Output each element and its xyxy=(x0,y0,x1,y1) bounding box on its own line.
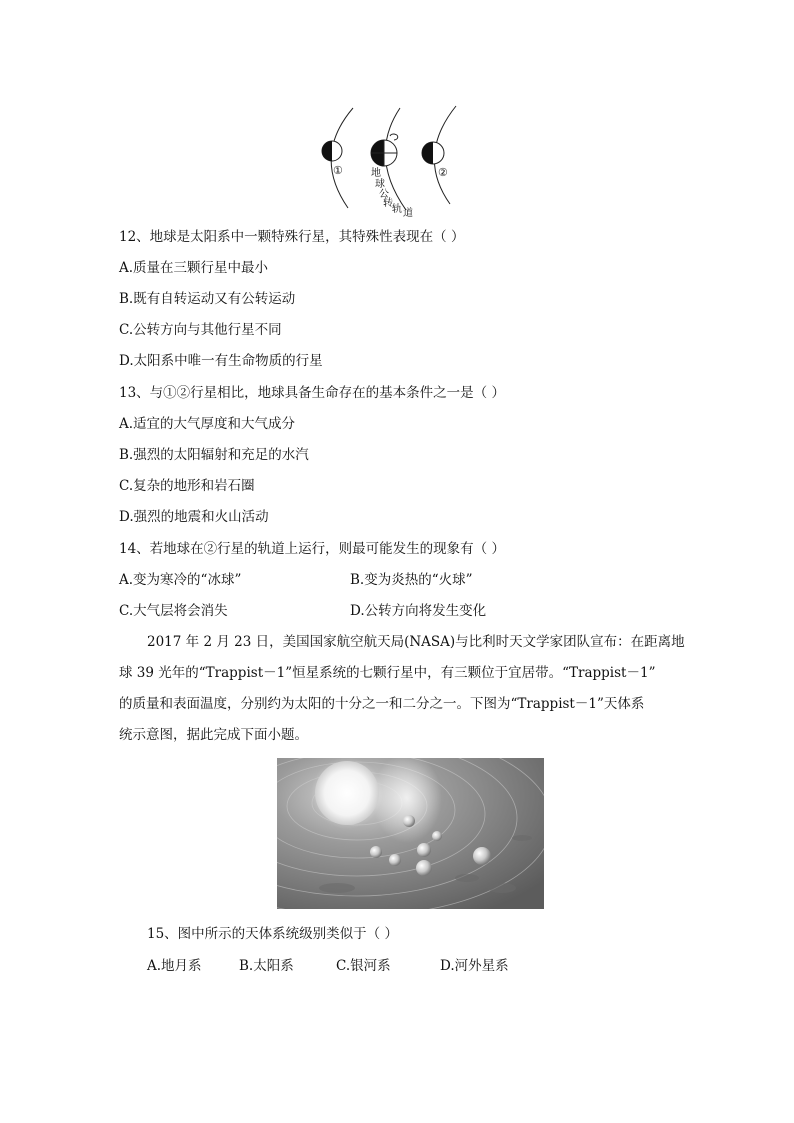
planet-g xyxy=(473,847,491,865)
q12-option-c: C.公转方向与其他行星不同 xyxy=(119,322,282,338)
q13-option-a: A.适宜的大气厚度和大气成分 xyxy=(119,416,296,432)
q15-options xyxy=(147,957,509,975)
trappist-1-system-image xyxy=(277,758,544,909)
planet-d xyxy=(417,843,431,857)
q15-option-c: C.银河系 xyxy=(336,958,391,974)
q13-stem: 13、与①②行星相比，地球具备生命存在的基本条件之一是（ ） xyxy=(119,385,505,401)
q15-option-d: D.河外星系 xyxy=(440,958,509,974)
q12-option-b: B.既有自转运动又有公转运动 xyxy=(119,291,296,307)
q12-option-a: A.质量在三颗行星中最小 xyxy=(119,260,269,276)
planet-f xyxy=(416,860,432,876)
passage-line-1: 2017 年 2 月 23 日，美国国家航空航天局(NASA)与比利时天文学家团队宣布：在距离地 xyxy=(147,634,685,650)
planet-e xyxy=(389,854,401,866)
svg-text:道: 道 xyxy=(403,208,413,219)
planet-c xyxy=(370,846,382,858)
q15-option-b: B.太阳系 xyxy=(239,958,294,974)
q14-stem: 14、若地球在②行星的轨道上运行，则最可能发生的现象有（ ） xyxy=(119,541,505,557)
planet-2 xyxy=(422,142,444,164)
rotation-arrow-icon xyxy=(390,134,398,140)
q13-option-b: B.强烈的太阳辐射和充足的水汽 xyxy=(119,447,309,463)
q14-option-c: C.大气层将会消失 xyxy=(119,603,228,619)
planet-2-label: ② xyxy=(438,166,448,179)
planet-h xyxy=(432,831,442,841)
svg-text:转: 转 xyxy=(383,198,393,209)
orbit-label xyxy=(371,166,413,219)
q12-stem: 12、地球是太阳系中一颗特殊行星，其特殊性表现在（ ） xyxy=(119,229,465,245)
orbit-diagram xyxy=(318,104,478,222)
passage-line-3: 的质量和表面温度，分别约为太阳的十分之一和二分之一。下图为“Trappist－1”天体系 xyxy=(119,696,645,712)
passage-line-2: 球 39 光年的“Trappist－1”恒星系统的七颗行星中，有三颗位于宜居带。“Trappist－1” xyxy=(119,665,656,681)
earth-planet xyxy=(371,134,398,166)
planet-1-label: ① xyxy=(333,164,343,177)
q15-stem: 15、图中所示的天体系统级别类似于（ ） xyxy=(147,926,398,942)
q14-option-d: D.公转方向将发生变化 xyxy=(350,603,487,619)
svg-text:球: 球 xyxy=(375,179,385,190)
q13-option-c: C.复杂的地形和岩石圈 xyxy=(119,478,255,494)
planet-b xyxy=(403,815,415,827)
svg-text:公: 公 xyxy=(379,189,389,200)
planet-1 xyxy=(322,141,342,161)
q14-option-a: A.变为寒冷的“冰球” xyxy=(119,572,242,588)
svg-text:地: 地 xyxy=(371,168,381,179)
passage-line-4: 统示意图，据此完成下面小题。 xyxy=(119,727,308,743)
svg-text:轨: 轨 xyxy=(392,204,402,215)
q14-option-b: B.变为炎热的“火球” xyxy=(350,572,473,588)
q13-option-d: D.强烈的地震和火山活动 xyxy=(119,509,269,525)
q15-option-a: A.地月系 xyxy=(147,958,202,974)
q12-option-d: D.太阳系中唯一有生命物质的行星 xyxy=(119,353,323,369)
